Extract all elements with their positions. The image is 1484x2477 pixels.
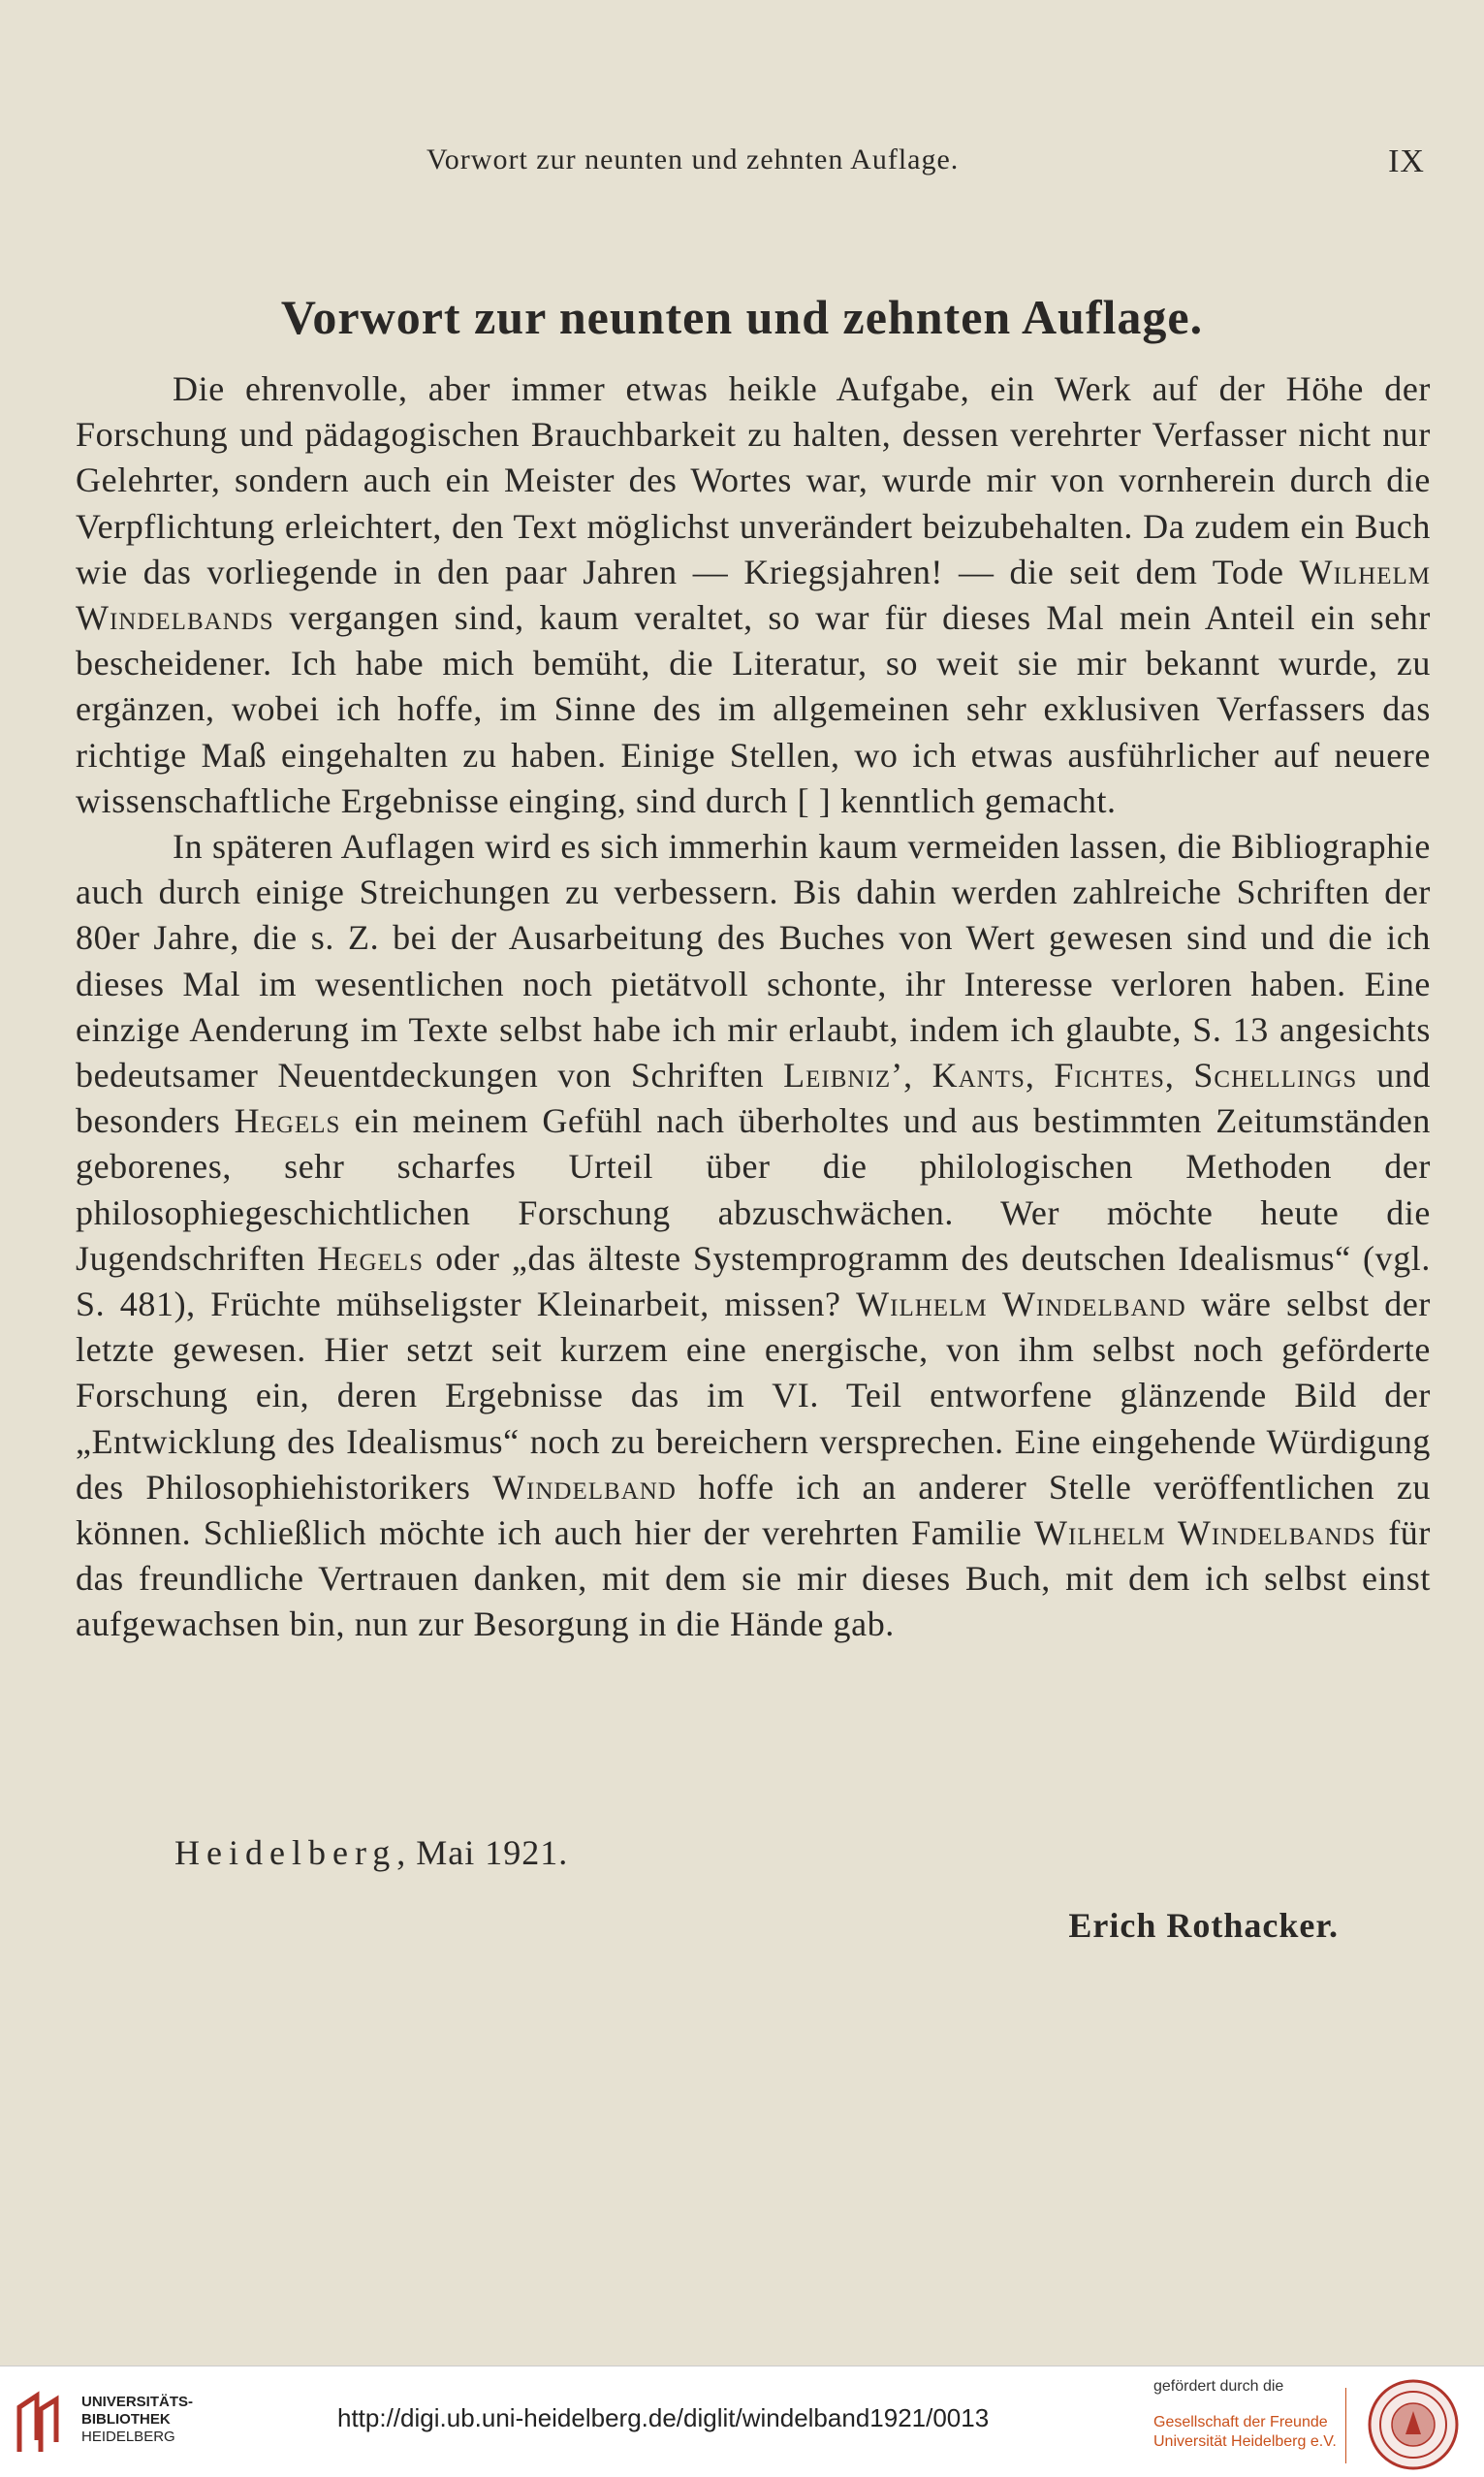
text-run: oder „das älteste Systemprogramm des deutschen Idealismus“ (vgl. S. 481), Früchte mühseligster Kleinarbeit, missen? <box>76 1238 1431 1324</box>
date: , Mai 1921. <box>396 1833 569 1872</box>
sponsor-divider <box>1345 2388 1346 2463</box>
name-smallcaps: Windelband <box>492 1467 677 1507</box>
library-name: UNIVERSITÄTS- BIBLIOTHEK HEIDELBERG <box>81 2394 194 2445</box>
sponsor-label: gefördert durch die <box>1153 2378 1284 2395</box>
name-smallcaps: Fichtes <box>1054 1056 1165 1096</box>
permalink-url[interactable]: http://digi.ub.uni-heidelberg.de/diglit/windelband1921/0013 <box>337 2403 990 2432</box>
library-logo-icon <box>12 2388 66 2456</box>
text-run: , <box>1164 1056 1194 1096</box>
signature: Erich Rothacker. <box>1068 1906 1339 1945</box>
name-smallcaps: Schellings <box>1193 1056 1358 1096</box>
text-run: und besonders <box>76 1056 1431 1141</box>
running-head-title: Vorwort zur neunten und zehnten Auflage. <box>426 143 960 175</box>
text-run: ein meinem Gefühl nach überholtes und aus bestimmten Zeitumständen geborenes, sehr scharfes Urteil über die philologischen Methoden der philosophiegeschichtlichen Forschung abzuschwächen. Wer möchte heute die Jugendschriften <box>76 1101 1432 1278</box>
university-seal-icon <box>1367 2378 1460 2471</box>
text-run: , <box>903 1056 932 1096</box>
text-run: hoffe ich an anderer Stelle veröffentlichen zu können. Schließlich möchte ich auch hier der verehrten Familie <box>76 1467 1431 1553</box>
text-run: In späteren Auflagen wird es sich immerhin kaum vermeiden lassen, die Bibliographie auch durch einige Streichungen zu verbessern. Bis dahin werden zahlreiche Schriften der 80er Jahre, die s. Z. bei der Ausarbeitung des Buches von Wert gewesen sind und die ich dieses Mal im wesentlichen noch pietätvoll schonte, ihr Interesse verloren haben. Eine einzige Aenderung im Texte selbst habe ich mir erlaubt, indem ich glaubte, S. 13 angesichts bedeutsamer Neuentdeckungen von Schriften <box>76 827 1431 1096</box>
footer-bar <box>0 2366 1484 2477</box>
text-run: für das freundliche Vertrauen danken, mit dem sie mir dieses Buch, mit dem ich selbst einst aufgewachsen bin, nun zur Besorgung in die Hände gab. <box>76 1513 1431 1644</box>
name-smallcaps: Wilhelm Windelband <box>856 1285 1186 1324</box>
body-text <box>76 366 1431 1648</box>
page-number: IX <box>1388 143 1425 179</box>
name-smallcaps: Kants <box>931 1056 1026 1096</box>
text-run: Die ehrenvolle, aber immer etwas heikle Aufgabe, ein Werk auf der Höhe der Forschung und pädagogischen Brauchbarkeit zu halten, dessen verehrter Verfasser nicht nur Gelehrter, sondern auch ein Meister des Wortes war, wurde mir von vornherein durch die Verpflichtung erleichtert, den Text möglichst unverändert beizubehalten. Da zudem ein Buch wie das vorliegende in den paar Jahren — Kriegsjahren! — die seit dem Tode <box>76 369 1431 591</box>
name-smallcaps: Hegels <box>234 1101 341 1141</box>
chapter-heading: Vorwort zur neunten und zehnten Auflage. <box>280 290 1204 344</box>
sponsor-name: Gesellschaft der Freunde Universität Heidelberg e.V. <box>1153 2414 1337 2450</box>
text-run: , <box>1025 1056 1055 1096</box>
paragraph <box>76 366 1431 824</box>
name-smallcaps: Wilhelm Windelbands <box>76 552 1431 638</box>
name-smallcaps: Wilhelm Windelbands <box>1034 1513 1376 1553</box>
name-smallcaps: Leibniz’ <box>783 1056 904 1096</box>
name-smallcaps: Hegels <box>317 1238 424 1278</box>
place: Heidelberg <box>174 1833 397 1872</box>
text-run: wäre selbst der letzte gewesen. Hier setzt seit kurzem eine energische, von ihm selbst noch geförderte Forschung ein, deren Ergebnisse das im VI. Teil entworfene glänzende Bild der „Entwicklung des Idealismus“ noch zu bereichern versprechen. Eine eingehende Würdigung des Philosophiehistorikers <box>76 1285 1432 1507</box>
text-run: vergangen sind, kaum veraltet, so war für dieses Mal mein Anteil ein sehr bescheidener. Ich habe mich bemüht, die Literatur, so weit sie mir bekannt wurde, zu ergänzen, wobei ich hoffe, im Sinne des im allgemeinen sehr exklusiven Verfassers das richtige Maß eingehalten zu haben. Einige Stellen, wo ich etwas ausführlicher auf neuere wissenschaftliche Ergebnisse einging, sind durch [ ] kenntlich gemacht. <box>76 598 1431 820</box>
place-date <box>174 1832 568 1873</box>
paragraph <box>76 824 1431 1648</box>
